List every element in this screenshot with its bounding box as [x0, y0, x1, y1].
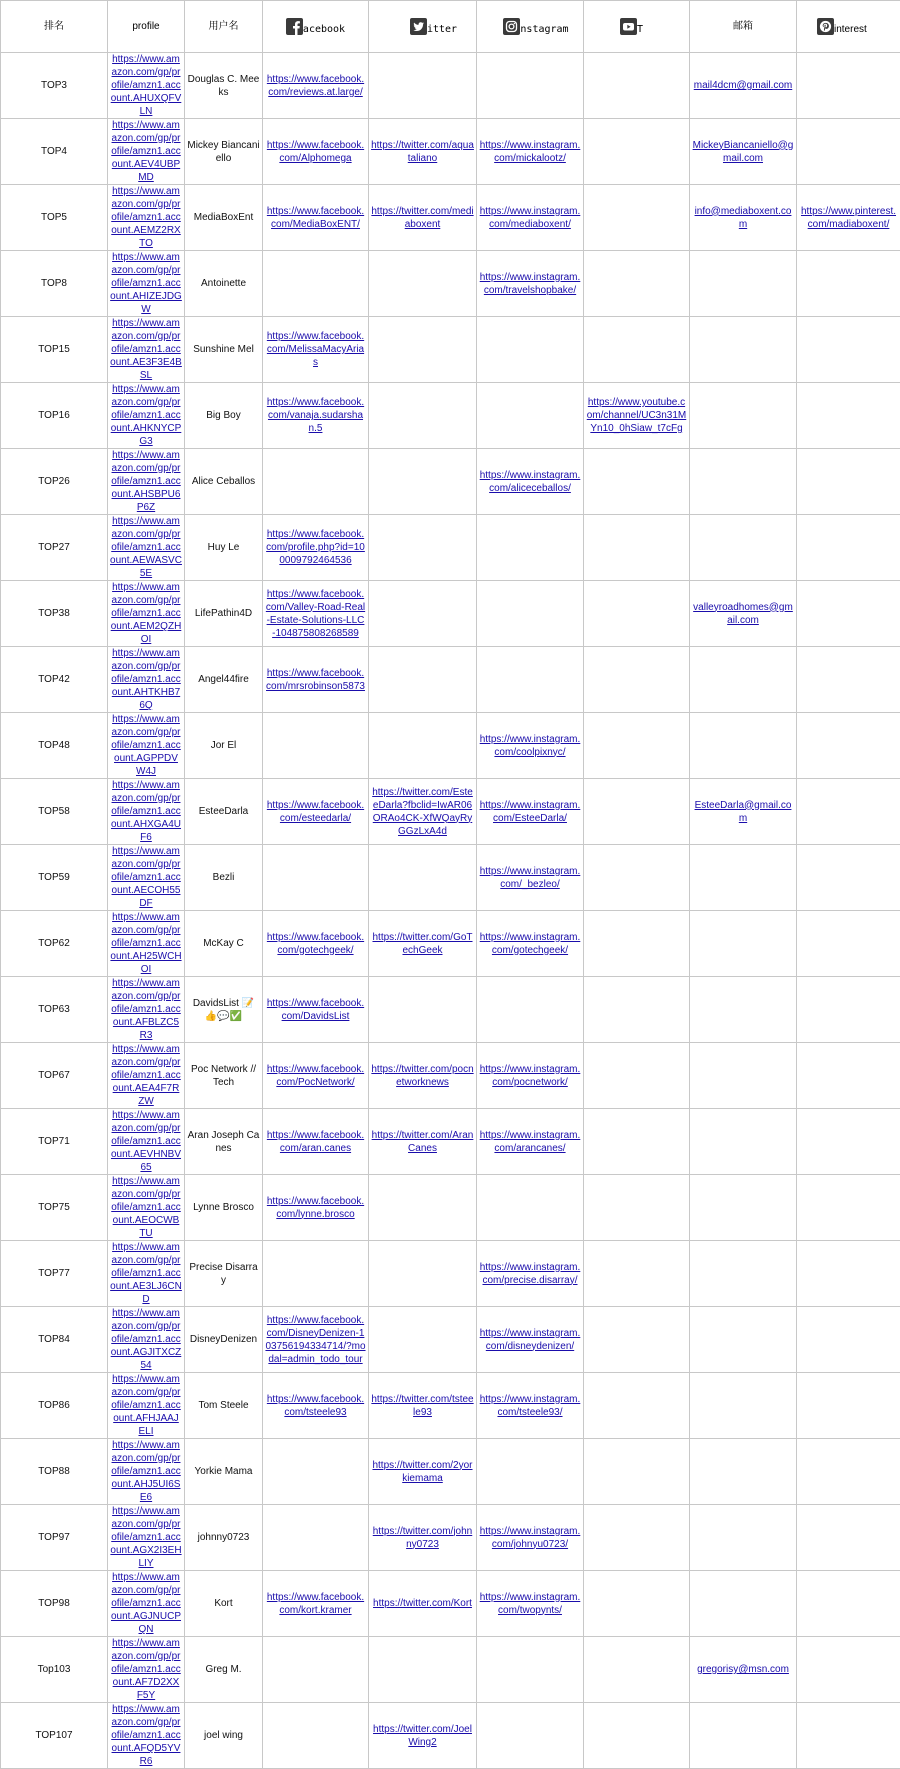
- cell-pinterest-link[interactable]: [797, 1571, 900, 1637]
- cell-email-link[interactable]: [690, 1703, 797, 1769]
- cell-profile-link[interactable]: https://www.amazon.com/gp/profile/amzn1.account.AEMZ2RXTO: [108, 185, 185, 251]
- cell-pinterest-link[interactable]: [797, 1241, 900, 1307]
- cell-youtube-link[interactable]: [584, 1637, 690, 1703]
- header-email[interactable]: 邮箱: [690, 1, 797, 53]
- cell-username: DisneyDenizen: [185, 1307, 263, 1373]
- cell-email-link[interactable]: [690, 449, 797, 515]
- cell-youtube-link[interactable]: [584, 911, 690, 977]
- cell-profile-link[interactable]: https://www.amazon.com/gp/profile/amzn1.account.AGX2I3EHLIY: [108, 1505, 185, 1571]
- cell-twitter-link[interactable]: [369, 449, 477, 515]
- header-profile[interactable]: profile: [108, 1, 185, 53]
- cell-email-link[interactable]: gregorisy@msn.com: [690, 1637, 797, 1703]
- cell-instagram-link[interactable]: https://www.instagram.com/twopynts/: [477, 1571, 584, 1637]
- cell-pinterest-link[interactable]: [797, 1373, 900, 1439]
- cell-facebook-link[interactable]: [263, 713, 369, 779]
- cell-instagram-link[interactable]: [477, 1175, 584, 1241]
- cell-twitter-link[interactable]: [369, 1637, 477, 1703]
- cell-pinterest-link[interactable]: [797, 713, 900, 779]
- cell-facebook-link[interactable]: https://www.facebook.com/DavidsList: [263, 977, 369, 1043]
- cell-instagram-link[interactable]: https://www.instagram.com/travelshopbake/: [477, 251, 584, 317]
- cell-facebook-link[interactable]: https://www.facebook.com/vanaja.sudarshan.5: [263, 383, 369, 449]
- cell-facebook-link[interactable]: [263, 1637, 369, 1703]
- cell-rank: TOP38: [1, 581, 108, 647]
- cell-facebook-link[interactable]: https://www.facebook.com/reviews.at.large/: [263, 53, 369, 119]
- cell-profile-link[interactable]: https://www.amazon.com/gp/profile/amzn1.account.AFQD5YVR6: [108, 1703, 185, 1769]
- cell-instagram-link[interactable]: https://www.instagram.com/gotechgeek/: [477, 911, 584, 977]
- cell-rank: TOP58: [1, 779, 108, 845]
- cell-pinterest-link[interactable]: [797, 383, 900, 449]
- cell-email-link[interactable]: [690, 1109, 797, 1175]
- cell-username: Precise Disarray: [185, 1241, 263, 1307]
- cell-username: Antoinette: [185, 251, 263, 317]
- cell-username: Poc Network // Tech: [185, 1043, 263, 1109]
- cell-pinterest-link[interactable]: [797, 1439, 900, 1505]
- cell-instagram-link[interactable]: [477, 515, 584, 581]
- cell-email-link[interactable]: [690, 251, 797, 317]
- cell-pinterest-link[interactable]: [797, 1109, 900, 1175]
- cell-youtube-link[interactable]: https://www.youtube.com/channel/UC3n31MYn10_0hSiaw_t7cFg: [584, 383, 690, 449]
- cell-rank: TOP75: [1, 1175, 108, 1241]
- table-row: [1, 1109, 900, 1175]
- cell-rank: TOP86: [1, 1373, 108, 1439]
- table-row: [1, 119, 900, 185]
- cell-youtube-link[interactable]: [584, 845, 690, 911]
- cell-facebook-link[interactable]: [263, 845, 369, 911]
- cell-username: Kort: [185, 1571, 263, 1637]
- cell-username: Douglas C. Meeks: [185, 53, 263, 119]
- cell-email-link[interactable]: valleyroadhomes@gmail.com: [690, 581, 797, 647]
- cell-instagram-link[interactable]: [477, 53, 584, 119]
- cell-username: Mickey Biancaniello: [185, 119, 263, 185]
- table-row: [1, 1637, 900, 1703]
- cell-rank: TOP88: [1, 1439, 108, 1505]
- header-youtube[interactable]: [584, 1, 690, 53]
- cell-profile-link[interactable]: https://www.amazon.com/gp/profile/amzn1.account.AF7D2XXF5Y: [108, 1637, 185, 1703]
- cell-pinterest-link[interactable]: [797, 1703, 900, 1769]
- table-row: [1, 647, 900, 713]
- cell-youtube-link[interactable]: [584, 1373, 690, 1439]
- cell-youtube-link[interactable]: [584, 515, 690, 581]
- table-row: [1, 1241, 900, 1307]
- cell-youtube-link[interactable]: [584, 647, 690, 713]
- cell-pinterest-link[interactable]: [797, 1505, 900, 1571]
- cell-facebook-link[interactable]: [263, 1241, 369, 1307]
- cell-twitter-link[interactable]: [369, 977, 477, 1043]
- cell-profile-link[interactable]: https://www.amazon.com/gp/profile/amzn1.account.AGJITXCZ54: [108, 1307, 185, 1373]
- cell-email-link[interactable]: [690, 911, 797, 977]
- cell-rank: TOP15: [1, 317, 108, 383]
- cell-facebook-link[interactable]: https://www.facebook.com/kort.kramer: [263, 1571, 369, 1637]
- cell-instagram-link[interactable]: https://www.instagram.com/coolpixnyc/: [477, 713, 584, 779]
- cell-rank: TOP63: [1, 977, 108, 1043]
- header-facebook[interactable]: [263, 1, 369, 53]
- cell-username: McKay C: [185, 911, 263, 977]
- pinterest-icon: [817, 18, 834, 35]
- cell-twitter-link[interactable]: https://twitter.com/Kort: [369, 1571, 477, 1637]
- cell-pinterest-link[interactable]: [797, 53, 900, 119]
- cell-twitter-link[interactable]: [369, 53, 477, 119]
- cell-email-link[interactable]: [690, 515, 797, 581]
- cell-instagram-link[interactable]: https://www.instagram.com/aliceceballos/: [477, 449, 584, 515]
- cell-profile-link[interactable]: https://www.amazon.com/gp/profile/amzn1.account.AHIZEJDGW: [108, 251, 185, 317]
- table-row: [1, 1571, 900, 1637]
- cell-facebook-link[interactable]: https://www.facebook.com/MelissaMacyArias: [263, 317, 369, 383]
- table-body: [1, 53, 900, 1769]
- cell-email-link[interactable]: [690, 1043, 797, 1109]
- cell-pinterest-link[interactable]: https://www.pinterest.com/madiaboxent/: [797, 185, 900, 251]
- cell-twitter-link[interactable]: https://twitter.com/mediaboxent: [369, 185, 477, 251]
- cell-email-link[interactable]: info@mediaboxent.com: [690, 185, 797, 251]
- cell-youtube-link[interactable]: [584, 1505, 690, 1571]
- cell-youtube-link[interactable]: [584, 185, 690, 251]
- cell-profile-link[interactable]: https://www.amazon.com/gp/profile/amzn1.account.AGPPDVW4J: [108, 713, 185, 779]
- cell-rank: TOP5: [1, 185, 108, 251]
- header-instagram[interactable]: [477, 1, 584, 53]
- cell-rank: TOP3: [1, 53, 108, 119]
- cell-profile-link[interactable]: https://www.amazon.com/gp/profile/amzn1.account.AEA4F7RZW: [108, 1043, 185, 1109]
- cell-facebook-link[interactable]: https://www.facebook.com/Valley-Road-Real-Estate-Solutions-LLC-104875808268589: [263, 581, 369, 647]
- table-row: [1, 1175, 900, 1241]
- cell-instagram-link[interactable]: https://www.instagram.com/johnyu0723/: [477, 1505, 584, 1571]
- table-row: [1, 1043, 900, 1109]
- cell-twitter-link[interactable]: https://twitter.com/EsteeDarla?fbclid=IwAR06ORAo4CK-XfWQayRyGGzLxA4d: [369, 779, 477, 845]
- cell-twitter-link[interactable]: [369, 581, 477, 647]
- cell-instagram-link[interactable]: [477, 1439, 584, 1505]
- cell-profile-link[interactable]: https://www.amazon.com/gp/profile/amzn1.account.AHJ5UI6SE6: [108, 1439, 185, 1505]
- cell-youtube-link[interactable]: [584, 713, 690, 779]
- cell-username: Sunshine Mel: [185, 317, 263, 383]
- header-twitter[interactable]: [369, 1, 477, 53]
- cell-username: joel wing: [185, 1703, 263, 1769]
- table-row: [1, 581, 900, 647]
- cell-email-link[interactable]: [690, 1439, 797, 1505]
- cell-username: Jor El: [185, 713, 263, 779]
- cell-profile-link[interactable]: https://www.amazon.com/gp/profile/amzn1.account.AGJNUCPQN: [108, 1571, 185, 1637]
- cell-profile-link[interactable]: https://www.amazon.com/gp/profile/amzn1.account.AEVHNBV65: [108, 1109, 185, 1175]
- cell-email-link[interactable]: [690, 1241, 797, 1307]
- table-row: [1, 251, 900, 317]
- table-row: [1, 779, 900, 845]
- cell-rank: TOP107: [1, 1703, 108, 1769]
- cell-email-link[interactable]: [690, 977, 797, 1043]
- cell-pinterest-link[interactable]: [797, 581, 900, 647]
- cell-pinterest-link[interactable]: [797, 119, 900, 185]
- cell-profile-link[interactable]: https://www.amazon.com/gp/profile/amzn1.account.AEM2QZHOI: [108, 581, 185, 647]
- cell-profile-link[interactable]: https://www.amazon.com/gp/profile/amzn1.account.AE3F3E4BSL: [108, 317, 185, 383]
- cell-facebook-link[interactable]: https://www.facebook.com/MediaBoxENT/: [263, 185, 369, 251]
- cell-twitter-link[interactable]: https://twitter.com/aquataliano: [369, 119, 477, 185]
- cell-instagram-link[interactable]: [477, 581, 584, 647]
- cell-rank: Top103: [1, 1637, 108, 1703]
- cell-username: johnny0723: [185, 1505, 263, 1571]
- cell-twitter-link[interactable]: [369, 647, 477, 713]
- cell-username: Yorkie Mama: [185, 1439, 263, 1505]
- cell-rank: TOP98: [1, 1571, 108, 1637]
- header-pinterest-label: interest: [834, 24, 867, 35]
- cell-profile-link[interactable]: https://www.amazon.com/gp/profile/amzn1.account.AE3LJ6CND: [108, 1241, 185, 1307]
- cell-instagram-link[interactable]: [477, 647, 584, 713]
- cell-pinterest-link[interactable]: [797, 317, 900, 383]
- cell-twitter-link[interactable]: https://twitter.com/2yorkiemama: [369, 1439, 477, 1505]
- cell-facebook-link[interactable]: https://www.facebook.com/esteedarla/: [263, 779, 369, 845]
- cell-instagram-link[interactable]: https://www.instagram.com/mickalootz/: [477, 119, 584, 185]
- cell-username: LifePathin4D: [185, 581, 263, 647]
- cell-twitter-link[interactable]: [369, 251, 477, 317]
- cell-instagram-link[interactable]: https://www.instagram.com/mediaboxent/: [477, 185, 584, 251]
- cell-twitter-link[interactable]: https://twitter.com/johnny0723: [369, 1505, 477, 1571]
- cell-youtube-link[interactable]: [584, 1571, 690, 1637]
- cell-youtube-link[interactable]: [584, 449, 690, 515]
- cell-rank: TOP27: [1, 515, 108, 581]
- cell-youtube-link[interactable]: [584, 251, 690, 317]
- cell-username: Huy Le: [185, 515, 263, 581]
- cell-email-link[interactable]: [690, 1505, 797, 1571]
- table-row: [1, 845, 900, 911]
- cell-email-link[interactable]: mail4dcm@gmail.com: [690, 53, 797, 119]
- cell-instagram-link[interactable]: https://www.instagram.com/arancanes/: [477, 1109, 584, 1175]
- cell-email-link[interactable]: [690, 713, 797, 779]
- header-pinterest[interactable]: [797, 1, 900, 53]
- table-row: [1, 1505, 900, 1571]
- cell-instagram-link[interactable]: https://www.instagram.com/disneydenizen/: [477, 1307, 584, 1373]
- cell-profile-link[interactable]: https://www.amazon.com/gp/profile/amzn1.account.AHUXQFVLN: [108, 53, 185, 119]
- cell-username: Aran Joseph Canes: [185, 1109, 263, 1175]
- cell-youtube-link[interactable]: [584, 119, 690, 185]
- cell-facebook-link[interactable]: https://www.facebook.com/gotechgeek/: [263, 911, 369, 977]
- cell-facebook-link[interactable]: [263, 1439, 369, 1505]
- cell-youtube-link[interactable]: [584, 1307, 690, 1373]
- table-row: [1, 317, 900, 383]
- cell-youtube-link[interactable]: [584, 779, 690, 845]
- cell-pinterest-link[interactable]: [797, 1175, 900, 1241]
- cell-twitter-link[interactable]: [369, 1175, 477, 1241]
- cell-twitter-link[interactable]: https://twitter.com/tsteele93: [369, 1373, 477, 1439]
- table-row: [1, 1307, 900, 1373]
- cell-username: EsteeDarla: [185, 779, 263, 845]
- cell-rank: TOP8: [1, 251, 108, 317]
- cell-pinterest-link[interactable]: [797, 779, 900, 845]
- cell-facebook-link[interactable]: https://www.facebook.com/tsteele93: [263, 1373, 369, 1439]
- cell-youtube-link[interactable]: [584, 1175, 690, 1241]
- cell-profile-link[interactable]: https://www.amazon.com/gp/profile/amzn1.account.AFBLZC5R3: [108, 977, 185, 1043]
- cell-facebook-link[interactable]: [263, 251, 369, 317]
- table-row: [1, 383, 900, 449]
- cell-twitter-link[interactable]: https://twitter.com/AranCanes: [369, 1109, 477, 1175]
- header-rank[interactable]: 排名: [1, 1, 108, 53]
- table-row: [1, 713, 900, 779]
- table-row: [1, 1373, 900, 1439]
- cell-username: Greg M.: [185, 1637, 263, 1703]
- cell-email-link[interactable]: [690, 1307, 797, 1373]
- cell-youtube-link[interactable]: [584, 317, 690, 383]
- cell-twitter-link[interactable]: [369, 845, 477, 911]
- cell-username: DavidsList 📝👍💬✅: [185, 977, 263, 1043]
- cell-email-link[interactable]: [690, 1373, 797, 1439]
- cell-email-link[interactable]: EsteeDarla@gmail.com: [690, 779, 797, 845]
- cell-rank: TOP77: [1, 1241, 108, 1307]
- cell-pinterest-link[interactable]: [797, 1307, 900, 1373]
- cell-pinterest-link[interactable]: [797, 251, 900, 317]
- cell-youtube-link[interactable]: [584, 1703, 690, 1769]
- cell-facebook-link[interactable]: https://www.facebook.com/aran.canes: [263, 1109, 369, 1175]
- cell-rank: TOP26: [1, 449, 108, 515]
- cell-pinterest-link[interactable]: [797, 845, 900, 911]
- cell-youtube-link[interactable]: [584, 1109, 690, 1175]
- cell-username: Alice Ceballos: [185, 449, 263, 515]
- cell-instagram-link[interactable]: https://www.instagram.com/_bezleo/: [477, 845, 584, 911]
- header-facebook-label: acebook: [303, 24, 345, 35]
- table-row: [1, 53, 900, 119]
- cell-facebook-link[interactable]: https://www.facebook.com/DisneyDenizen-103756194334714/?modal=admin_todo_tour: [263, 1307, 369, 1373]
- cell-rank: TOP59: [1, 845, 108, 911]
- cell-twitter-link[interactable]: https://twitter.com/JoelWing2: [369, 1703, 477, 1769]
- cell-profile-link[interactable]: https://www.amazon.com/gp/profile/amzn1.account.AEV4UBPMD: [108, 119, 185, 185]
- cell-pinterest-link[interactable]: [797, 647, 900, 713]
- cell-profile-link[interactable]: https://www.amazon.com/gp/profile/amzn1.account.AHTKHB76Q: [108, 647, 185, 713]
- cell-username: Bezli: [185, 845, 263, 911]
- cell-facebook-link[interactable]: https://www.facebook.com/Alphomega: [263, 119, 369, 185]
- cell-youtube-link[interactable]: [584, 977, 690, 1043]
- cell-profile-link[interactable]: https://www.amazon.com/gp/profile/amzn1.account.AECOH55DF: [108, 845, 185, 911]
- table-row: [1, 1439, 900, 1505]
- cell-twitter-link[interactable]: https://twitter.com/pocnetworknews: [369, 1043, 477, 1109]
- cell-profile-link[interactable]: https://www.amazon.com/gp/profile/amzn1.account.AHXGA4UF6: [108, 779, 185, 845]
- cell-username: Big Boy: [185, 383, 263, 449]
- cell-twitter-link[interactable]: [369, 1241, 477, 1307]
- cell-username: Angel44fire: [185, 647, 263, 713]
- cell-pinterest-link[interactable]: [797, 1637, 900, 1703]
- cell-youtube-link[interactable]: [584, 581, 690, 647]
- cell-facebook-link[interactable]: [263, 449, 369, 515]
- cell-facebook-link[interactable]: [263, 1505, 369, 1571]
- cell-email-link[interactable]: [690, 383, 797, 449]
- cell-twitter-link[interactable]: [369, 713, 477, 779]
- cell-rank: TOP67: [1, 1043, 108, 1109]
- cell-username: Tom Steele: [185, 1373, 263, 1439]
- cell-instagram-link[interactable]: [477, 977, 584, 1043]
- table-row: [1, 515, 900, 581]
- cell-twitter-link[interactable]: [369, 383, 477, 449]
- cell-email-link[interactable]: [690, 1571, 797, 1637]
- cell-instagram-link[interactable]: [477, 1637, 584, 1703]
- cell-rank: TOP4: [1, 119, 108, 185]
- cell-pinterest-link[interactable]: [797, 1043, 900, 1109]
- cell-profile-link[interactable]: https://www.amazon.com/gp/profile/amzn1.account.AH25WCHOI: [108, 911, 185, 977]
- instagram-icon: [503, 18, 520, 35]
- cell-instagram-link[interactable]: https://www.instagram.com/pocnetwork/: [477, 1043, 584, 1109]
- cell-username: Lynne Brosco: [185, 1175, 263, 1241]
- table-row: [1, 1703, 900, 1769]
- cell-facebook-link[interactable]: https://www.facebook.com/PocNetwork/: [263, 1043, 369, 1109]
- cell-facebook-link[interactable]: https://www.facebook.com/profile.php?id=100009792464536: [263, 515, 369, 581]
- cell-youtube-link[interactable]: [584, 1043, 690, 1109]
- cell-rank: TOP48: [1, 713, 108, 779]
- cell-profile-link[interactable]: https://www.amazon.com/gp/profile/amzn1.account.AFHJAAJELI: [108, 1373, 185, 1439]
- cell-pinterest-link[interactable]: [797, 449, 900, 515]
- cell-youtube-link[interactable]: [584, 53, 690, 119]
- cell-twitter-link[interactable]: [369, 317, 477, 383]
- header-youtube-label: T: [637, 24, 643, 35]
- cell-twitter-link[interactable]: https://twitter.com/GoTechGeek: [369, 911, 477, 977]
- cell-youtube-link[interactable]: [584, 1241, 690, 1307]
- cell-email-link[interactable]: [690, 845, 797, 911]
- cell-profile-link[interactable]: https://www.amazon.com/gp/profile/amzn1.account.AHSBPU6P6Z: [108, 449, 185, 515]
- cell-email-link[interactable]: [690, 317, 797, 383]
- cell-youtube-link[interactable]: [584, 1439, 690, 1505]
- cell-rank: TOP42: [1, 647, 108, 713]
- cell-username: MediaBoxEnt: [185, 185, 263, 251]
- cell-instagram-link[interactable]: https://www.instagram.com/tsteele93/: [477, 1373, 584, 1439]
- header-row: [1, 1, 900, 53]
- cell-facebook-link[interactable]: https://www.facebook.com/lynne.brosco: [263, 1175, 369, 1241]
- cell-rank: TOP71: [1, 1109, 108, 1175]
- cell-pinterest-link[interactable]: [797, 977, 900, 1043]
- cell-profile-link[interactable]: https://www.amazon.com/gp/profile/amzn1.account.AEOCWBTU: [108, 1175, 185, 1241]
- twitter-icon: [410, 18, 427, 35]
- cell-email-link[interactable]: [690, 647, 797, 713]
- cell-rank: TOP16: [1, 383, 108, 449]
- cell-rank: TOP84: [1, 1307, 108, 1373]
- cell-twitter-link[interactable]: [369, 1307, 477, 1373]
- header-twitter-label: itter: [427, 24, 457, 35]
- cell-instagram-link[interactable]: [477, 383, 584, 449]
- cell-pinterest-link[interactable]: [797, 911, 900, 977]
- cell-instagram-link[interactable]: [477, 317, 584, 383]
- cell-instagram-link[interactable]: [477, 1703, 584, 1769]
- cell-profile-link[interactable]: https://www.amazon.com/gp/profile/amzn1.account.AHKNYCPG3: [108, 383, 185, 449]
- cell-email-link[interactable]: [690, 1175, 797, 1241]
- cell-rank: TOP97: [1, 1505, 108, 1571]
- cell-profile-link[interactable]: https://www.amazon.com/gp/profile/amzn1.account.AEWASVC5E: [108, 515, 185, 581]
- cell-pinterest-link[interactable]: [797, 515, 900, 581]
- table-row: [1, 977, 900, 1043]
- cell-twitter-link[interactable]: [369, 515, 477, 581]
- cell-email-link[interactable]: MickeyBiancaniello@gmail.com: [690, 119, 797, 185]
- cell-rank: TOP62: [1, 911, 108, 977]
- facebook-icon: [286, 18, 303, 35]
- cell-instagram-link[interactable]: https://www.instagram.com/EsteeDarla/: [477, 779, 584, 845]
- cell-instagram-link[interactable]: https://www.instagram.com/precise.disarray/: [477, 1241, 584, 1307]
- table-row: [1, 185, 900, 251]
- youtube-icon: [620, 18, 637, 35]
- table-row: [1, 911, 900, 977]
- header-instagram-label: nstagram: [520, 24, 568, 35]
- cell-facebook-link[interactable]: [263, 1703, 369, 1769]
- table-row: [1, 449, 900, 515]
- header-username[interactable]: 用户名: [185, 1, 263, 53]
- cell-facebook-link[interactable]: https://www.facebook.com/mrsrobinson5873: [263, 647, 369, 713]
